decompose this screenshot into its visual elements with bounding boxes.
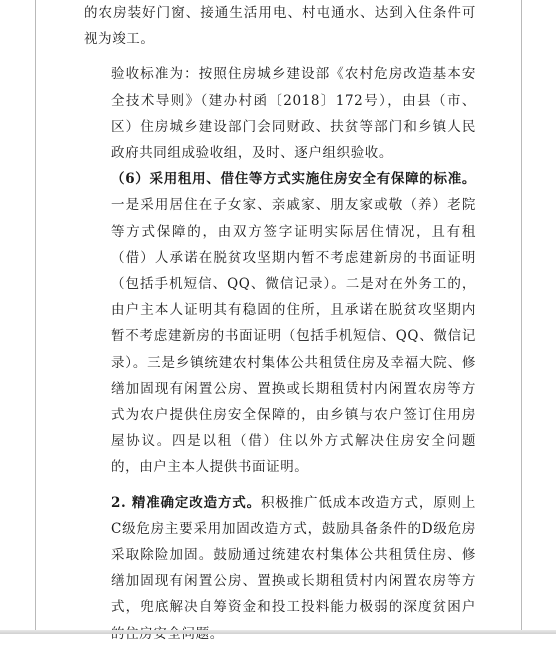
paragraph-rental-body: 一是采用居住在子女家、亲戚家、朋友家或敬（养）老院等方式保障的，由双方签字证明实际居住情况，且有租（借）人承诺在脱贫攻坚期内暂不考虑建新房的书面证明（包括手机短信、QQ、微信记录）。二是对在外务工的，由户主本人证明其有稳固的住所，且承诺在脱贫攻坚期内暂不考虑建新房的书面证明（包括手机短信、QQ、微信记录）。三是乡镇统建农村集体公共租赁住房及幸福大院、修缮加固现有闲置公房、置换或长期租赁村内闲置农房等方式为农户提供住房安全保障的，由乡镇与农户签订住用房屋协议。四是以租（借）住以外方式解决住房安全问题的，由户主本人提供书面证明。 xyxy=(111,197,476,476)
paragraph-renovation-method xyxy=(84,490,476,647)
page-bottom-edge xyxy=(0,630,556,634)
paragraph-rental-standard xyxy=(84,166,476,480)
left-margin-guide xyxy=(35,0,36,634)
document-page xyxy=(84,0,476,647)
paragraph-acceptance-standard: 验收标准为：按照住房城乡建设部《农村危房改造基本安全技术导则》（建办村函〔2018〕172号），由县（市、区）住房城乡建设部门会同财政、扶贫等部门和乡镇人民政府共同组成验收组，及时、逐户组织验收。 xyxy=(111,66,476,162)
section-heading-renovation: 2. 精准确定改造方式。 xyxy=(111,494,261,511)
paragraph-completion-criteria: 的农房装好门窗、接通生活用电、村屯通水、达到入住条件可视为竣工。 xyxy=(84,5,476,48)
right-margin-guide xyxy=(521,0,522,634)
section-heading-rental: （6）采用租用、借住等方式实施住房安全有保障的标准。 xyxy=(111,171,476,188)
paragraph-renovation-body: 积极推广低成本改造方式，原则上C级危房主要采用加固改造方式，鼓励具备条件的D级危房采取除险加固。鼓励通过统建农村集体公共租赁住房、修缮加固现有闲置公房、置换或长期租赁村内闲置农房等方式，兜底解决自筹资金和投工投料能力极弱的深度贫困户 xyxy=(111,494,476,616)
